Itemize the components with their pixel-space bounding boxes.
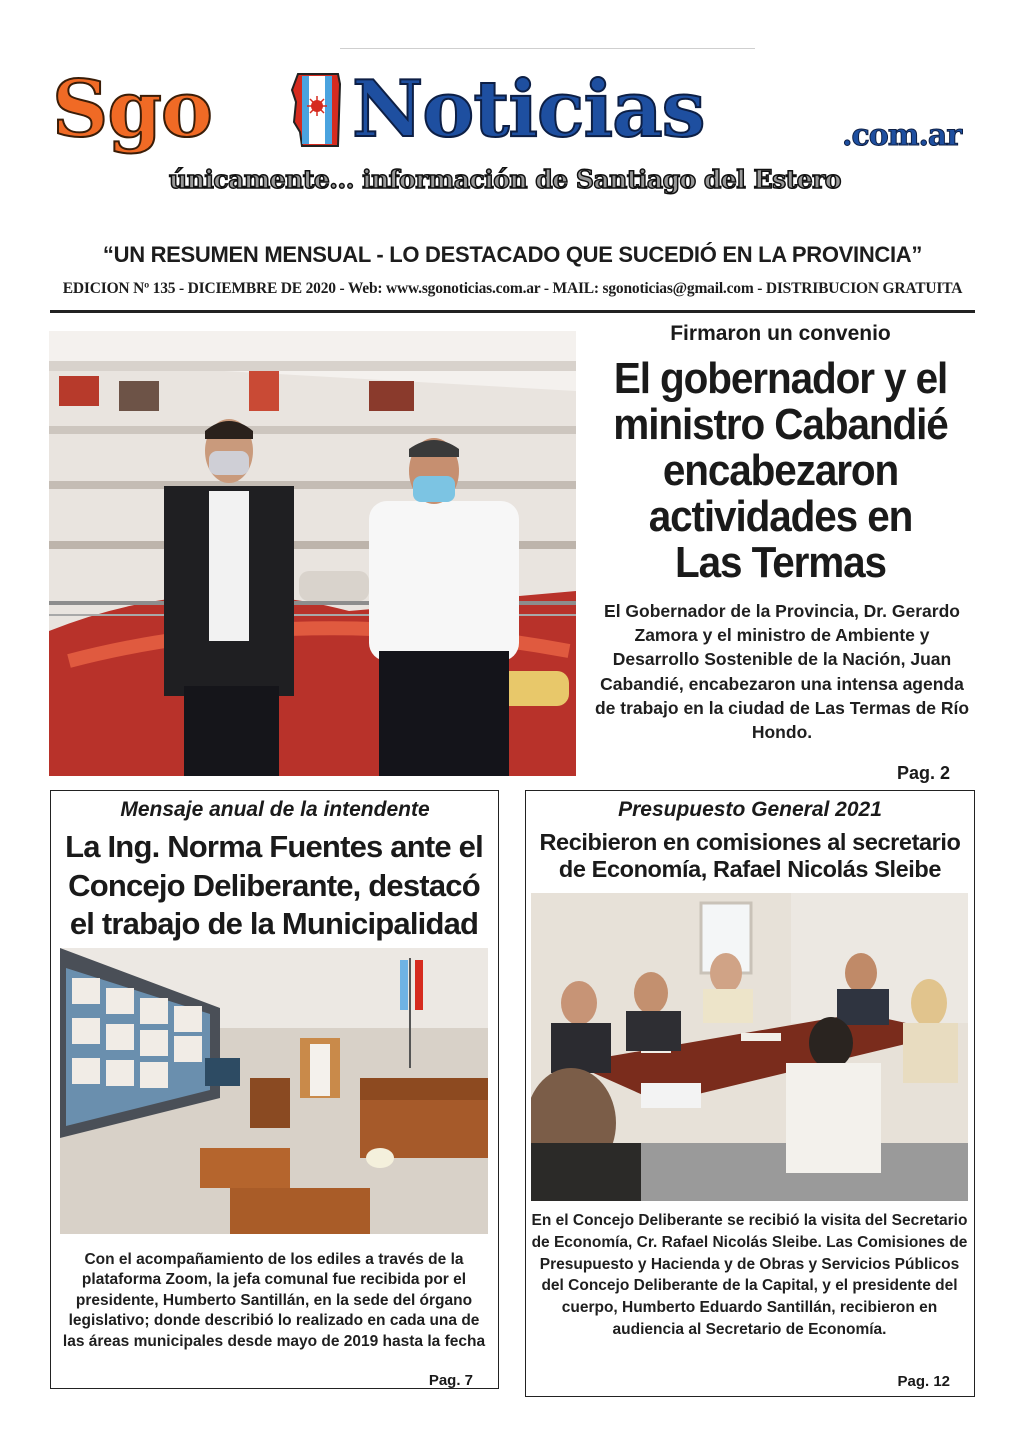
edition-line: EDICION Nº 135 - DICIEMBRE DE 2020 - Web: www.sgonoticias.com.ar - MAIL: sgonoticias@gmail.com - DISTRIBUCION GRATUITA	[62, 280, 963, 297]
issue-slogan: “UN RESUMEN MENSUAL - LO DESTACADO QUE SUCEDIÓ EN LA PROVINCIA”	[102, 242, 923, 267]
story-right-page[interactable]: Pag. 12	[897, 1373, 950, 1390]
logo-noticias: Noticias	[352, 64, 705, 155]
santiago-flag-map-icon	[288, 72, 348, 148]
story-left-kicker: Mensaje anual de la intendente	[120, 798, 430, 821]
story-right-photo[interactable]	[531, 893, 968, 1201]
main-story-headline[interactable]: El gobernador y el ministro Cabandié encabezaron actividades en Las Termas	[613, 354, 948, 587]
story-left-summary: Con el acompañamiento de los ediles a través de la plataforma Zoom, la jefa comunal fue recibida por el presidente, Humberto Santillán, en la sede del órgano legislativo; donde describió lo realizado en cada una de las áreas municipales desde mayo de 2019 hasta la fecha	[62, 1251, 486, 1350]
masthead-tagline: únicamente... información de Santiago del Estero	[169, 165, 841, 194]
main-story-summary: El Gobernador de la Provincia, Dr. Gerardo Zamora y el ministro de Ambiente y Desarrollo Sostenible de la Nación, Juan Cabandié, encabezaron una intensa agenda de trabajo en la ciudad de Las Termas de Río Hondo.	[594, 601, 970, 743]
logo-sgo: Sgo	[52, 64, 212, 155]
masthead-divider	[50, 310, 975, 313]
main-story-kicker: Firmaron un convenio	[670, 322, 891, 345]
story-left-photo[interactable]	[60, 948, 488, 1234]
logo-domain: .com.ar	[842, 118, 962, 153]
top-rule	[340, 48, 755, 49]
main-story-photo[interactable]	[49, 331, 576, 776]
story-right-summary: En el Concejo Deliberante se recibió la visita del Secretario de Economía, Cr. Rafael Nicolás Sleibe. Las Comisiones de Presupuesto y Hacienda y de Obras y Servicios Públicos del Concejo Deliberante de la Capital, y el presidente del cuerpo, Humberto Eduardo Santillán, recibieron en audiencia al Secretario de Economía.	[531, 1212, 968, 1338]
story-right-headline[interactable]: Recibieron en comisiones al secretario de Economía, Rafael Nicolás Sleibe	[539, 829, 961, 882]
main-story-page[interactable]: Pag. 2	[896, 763, 950, 783]
story-left-page[interactable]: Pag. 7	[428, 1372, 473, 1389]
story-right-kicker: Presupuesto General 2021	[618, 798, 882, 821]
story-left-headline[interactable]: La Ing. Norma Fuentes ante el Concejo Deliberante, destacó el trabajo de la Municipalidad	[65, 829, 483, 941]
masthead-logo[interactable]	[52, 64, 977, 155]
